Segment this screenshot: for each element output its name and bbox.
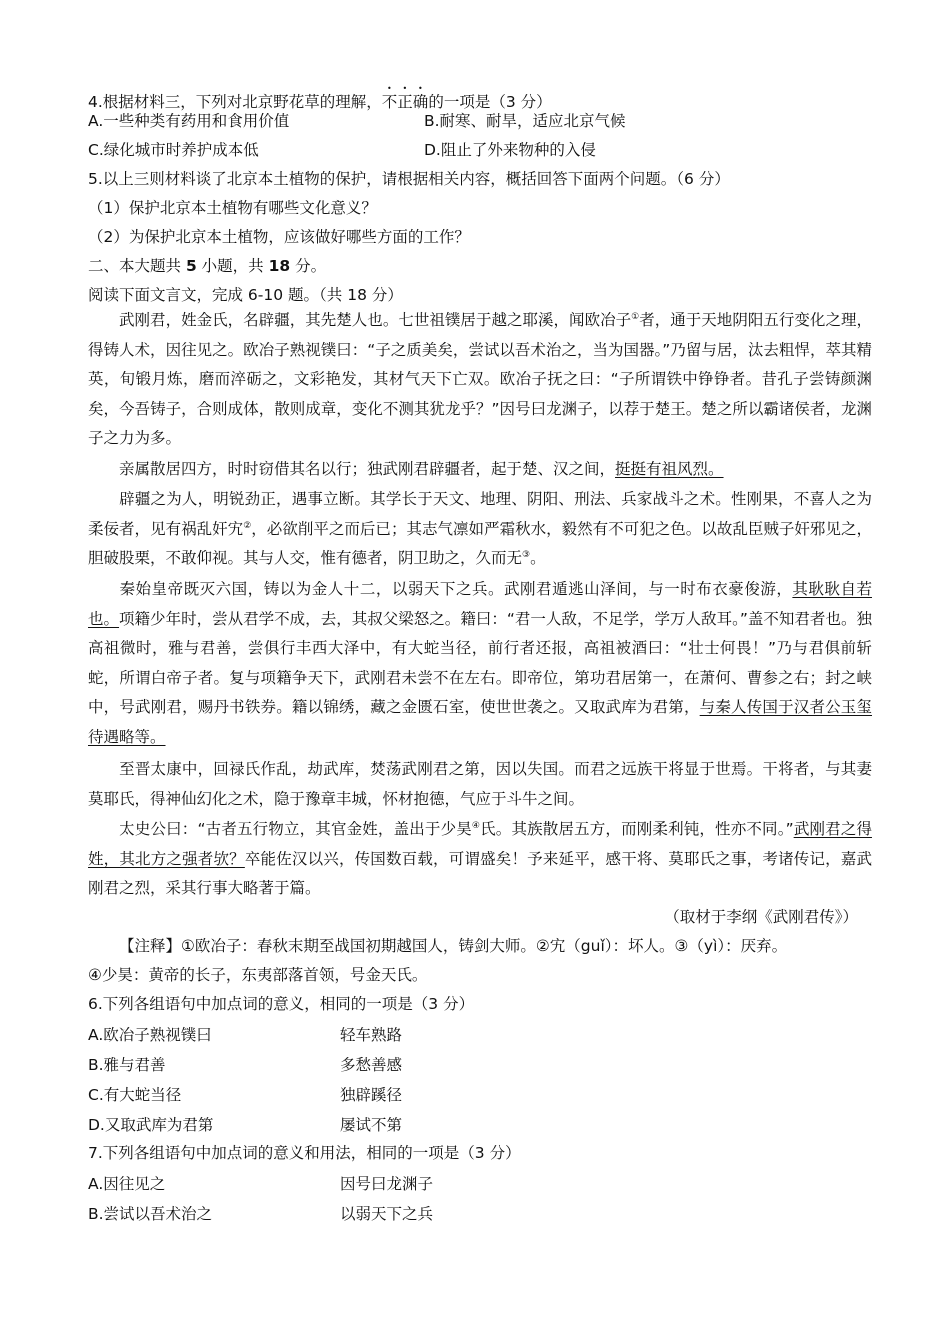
q4-stem-part1: 4.根据材料三，下列对北京野花草的理解， (88, 93, 382, 111)
passage-paragraph-5: 至晋太康中，回禄氏作乱，劫武库，焚荡武刚君之第，因以失国。而君之远族干将显于世焉。干将者，与其妻莫耶氏，得神仙幻化之术，隐于豫章丰城，怀材抱德，气应于斗牛之间。 (88, 760, 872, 808)
notes-line-2: ④少昊：黄帝的长子，东夷部落首领，号金天氏。 (88, 966, 428, 984)
section2-heading: 二、本大题共 5 小题，共 18 分。 (88, 257, 327, 275)
q6-row-d-right: 屡试不第 (340, 1116, 403, 1134)
q6-row-c-left: C.有大蛇当径 (88, 1086, 182, 1104)
q6-row-a-right: 轻车熟路 (340, 1026, 403, 1044)
section2-intro: 阅读下面文言文，完成 6-10 题。（共 18 分） (88, 286, 403, 304)
notes-line-1: 【注释】①欧冶子：春秋末期至战国初期越国人，铸剑大师。②宄（guǐ）：坏人。③（yì）：厌弃。 (119, 937, 788, 955)
q7-stem: 7.下列各组语句中加点词的意义和用法，相同的一项是（3 分） (88, 1144, 521, 1162)
q4-stem (88, 84, 552, 112)
q5-sub2: （2）为保护北京本土植物，应该做好哪些方面的工作？ (88, 228, 470, 246)
q6-row-b-right: 多愁善感 (340, 1056, 403, 1074)
q4-stem-part2: 的一项是（3 分） (428, 93, 552, 111)
q7-row-b-left: B.尝试以吾术治之 (88, 1205, 213, 1223)
passage-paragraph-2: 亲属散居四方，时时窃借其名以行；独武刚君辟疆者，起于楚、汉之间，挺挺有祖风烈。 (119, 460, 724, 478)
passage-source: （取材于李纲《武刚君传》） (664, 908, 858, 926)
q6-row-c-right: 独辟蹊径 (340, 1086, 403, 1104)
q4-option-d: D.阻止了外来物种的入侵 (424, 141, 596, 159)
q4-option-c: C.绿化城市时养护成本低 (88, 141, 259, 159)
passage-paragraph-4: 秦始皇帝既灭六国，铸以为金人十二，以弱天下之兵。武刚君遁逃山泽间，与一时布衣豪俊游，其耿耿自若也。项籍少年时，尝从君学不成，去，其叔父梁怒之。籍曰：“君一人敌，不足学，学万人敌耳。”盖不知君者也。独高祖微时，雅与君善，尝俱行丰西大泽中，有大蛇当径，前行者还报，高祖被酒曰：“壮士何畏！”乃与君俱前斩蛇，所谓白帝子者。复与项籍争天下，武刚君未尝不在左右。即帝位，第功君居第一，在萧何、曹参之右；封之峡中，号武刚君，赐丹书铁券。籍以锦绣，藏之金匮石室，使世世袭之。又取武库为君第，与秦人传国于汉者公玉玺待遇略等。 (88, 580, 872, 746)
q6-row-b-left: B.雅与君善 (88, 1056, 166, 1074)
q7-row-b-right: 以弱天下之兵 (340, 1205, 434, 1223)
q6-stem: 6.下列各组语句中加点词的意义，相同的一项是（3 分） (88, 995, 475, 1013)
q6-row-d-left: D.又取武库为君第 (88, 1116, 214, 1134)
q4-stem-emphasis: 不正确 (381, 93, 429, 111)
q5-stem: 5.以上三则材料谈了北京本土植物的保护，请根据相关内容，概括回答下面两个问题。（6 分） (88, 170, 730, 188)
q6-row-a-left: A.欧冶子熟视镤曰 (88, 1026, 212, 1044)
q7-row-a-right: 因号曰龙渊子 (340, 1175, 434, 1193)
q4-option-a: A.一些种类有药用和食用价值 (88, 112, 290, 130)
passage-paragraph-3: 辟疆之为人，明锐劲正，遇事立断。其学长于天文、地理、阴阳、刑法、兵家战斗之术。性刚果，不喜人之为柔佞者，见有祸乱奸宄②，必欲削平之而后已；其志气凛如严霜秋水，毅然有不可犯之色。以故乱臣贼子奸邪见之，胆破股栗，不敢仰视。其与人交，惟有德者，阴卫助之，久而无③。 (88, 490, 872, 568)
passage-paragraph-1: 武刚君，姓金氏，名辟疆，其先楚人也。七世祖镤居于越之耶溪，闻欧冶子①者，通于天地阴阳五行变化之理，得铸人术，因往见之。欧冶子熟视镤曰：“子之质美矣，尝试以吾术治之，当为国器。”乃留与居，汰去粗悍，萃其精英，旬锻月炼，磨而淬砺之，文彩艳发，其材气天下亡双。欧冶子抚之曰：“子所谓铁中铮铮者。昔孔子尝铸颜渊矣，今吾铸子，合则成体，散则成章，变化不测其犹龙乎？”因号曰龙渊子，以荐于楚王。楚之所以霸诸侯者，龙渊子之力为多。 (88, 311, 872, 448)
q4-option-b: B.耐寒、耐旱，适应北京气候 (424, 112, 626, 130)
passage-paragraph-6: 太史公曰：“古者五行物立，其官金姓，盖出于少昊④氏。其族散居五方，而刚柔利钝，性亦不同。”武刚君之得姓，其北方之强者欤？卒能佐汉以兴，传国数百载，可谓盛矣！予来延平，感干将、莫耶氏之事，考诸传记，嘉武刚君之烈，采其行事大略著于篇。 (88, 820, 872, 898)
q7-row-a-left: A.因往见之 (88, 1175, 166, 1193)
q5-sub1: （1）保护北京本土植物有哪些文化意义？ (88, 199, 377, 217)
